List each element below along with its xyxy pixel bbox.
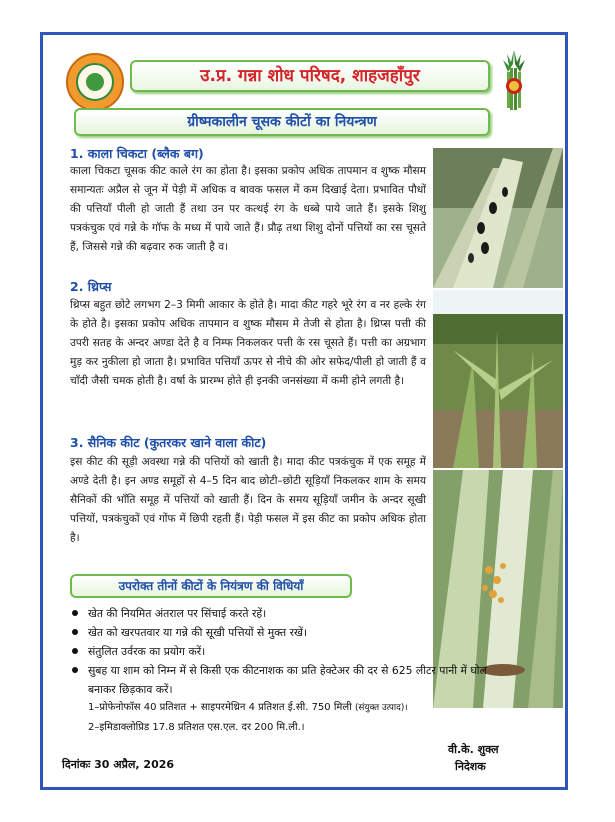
control-item-text: खेत की नियमित अंतराल पर सिंचाई करते रहें। (88, 607, 267, 620)
council-logo (66, 53, 124, 111)
page-title: उ.प्र. गन्ना शोध परिषद, शाहजहाँपुर (130, 60, 490, 92)
signatory-name: वी.के. शुक्ल (448, 743, 499, 756)
control-item-text: संतुलित उर्वरक का प्रयोग करें। (88, 645, 206, 658)
section-2-text: थ्रिप्स बहुत छोटे लगभग 2–3 मिमी आकार के होते है। मादा कीट गहरे भूरे रंग व नर हल्के रंग के होते है। इसका प्रकोप अधिक तापमान व शुष्क मौसम मे तेजी से होता है। थ्रिप्स पत्ती की उपरी सतह के अन्दर अण्डा देते है व निम्फ निकलकर पत्ती के रस चूसते हैं। पत्ती का अग्रभाग मुड़ कर नुकीला हो जाता है। प्रभावित पत्तियाँ ऊपर से नीचे की ओर सफेद/पीली हो जाती हैं व चाँदी जैसी चमक होती है। वर्षा के प्रारम्भ होते ही इनकी जनसंख्या में कमी होने लगती है। (70, 299, 427, 387)
section-2-heading: 2. थ्रिप्स (70, 279, 112, 294)
bullet-icon (72, 610, 78, 616)
signatory-title: निदेशक (455, 760, 486, 773)
bullet-icon (72, 648, 78, 654)
section-3-heading: 3. सैनिक कीट (कुतरकर खाने वाला कीट) (70, 435, 267, 450)
insecticide-option-1 (88, 700, 408, 716)
list-item (70, 642, 510, 661)
bullet-icon (72, 629, 78, 635)
logo-center (86, 73, 104, 91)
option-2-text: 2–इमिडाक्लोप्रिड 17.8 प्रतिशत एस.एल. दर 200 मि.ली.। (88, 722, 305, 733)
logo-ring (76, 63, 114, 101)
control-item-text: खेत को खरपतवार या गन्ने की सूखी पत्तियों से मुक्त रखें। (88, 626, 307, 639)
insecticide-option-2 (88, 720, 305, 736)
issue-date: दिनांकः 30 अप्रैल, 2026 (62, 758, 175, 771)
sugarcane-emblem-icon (497, 50, 531, 112)
section-1-heading: 1. काला चिकटा (ब्लैक बग) (70, 146, 204, 161)
thrips-field-photo (433, 290, 563, 468)
control-list (70, 604, 510, 699)
list-item (70, 623, 510, 642)
option-1-text: 1–प्रोफेनोफॉस 40 प्रतिशत + साइपरमेथ्रिन 4 प्रतिशत ई.सी. 750 मिली (88, 702, 352, 713)
list-item (70, 661, 510, 699)
bullet-icon (72, 667, 78, 673)
control-heading: उपरोक्त तीनों कीटों के नियंत्रण की विधियाँ (70, 574, 352, 598)
option-1-note: (संयुक्त उत्पाद)। (354, 703, 408, 713)
list-item (70, 604, 510, 623)
section-1-text: काला चिकटा चूसक कीट काले रंग का होता है। इसका प्रकोप अधिक तापमान व शुष्क मौसम समान्यतः अप्रैल से जून में पेड़ी में अधिक व बावक फसल में कम दिखाई देता। प्रभावित पौधों की पत्तियाँ पीली हो जाती हैं तथा उन पर कत्थई रंग के धब्बे पाये जाते हैं। इसके शिशु पत्रकंचुक एवं गन्ने के गॉफ के मध्य में पाये जाते हैं। प्रौढ़ तथा शिशु दोनों पत्तियों का रस चूसते हैं, जिससे गन्ने की बढ़वार रुक जाती है व। (70, 165, 426, 253)
control-item-text: सुबह या शाम को निम्न में से किसी एक कीटनाशक का प्रति हेक्टेअर की दर से 625 लीटर पानी में घोल बनाकर छिड़काव करें। (88, 664, 487, 696)
section-3-text: इस कीट की सूड़ी अवस्था गन्ने की पत्तियों को खाती है। मादा कीट पत्रकंचुक में एक समूह में अण्डे देती है। इन अण्ड समूहों से 4–5 दिन बाद छोटी–छोटी सूड़ियाँ निकलकर शाम के समय सैनिकों की भाँति समूह में पत्तियों को खाती हैं। दिन के समय सूड़ियाँ जमीन के अन्दर सूखी पत्तियों, पत्रकंचुकों एवं गोंफ में छिपी रहती हैं। पेड़ी फसल में इस कीट का प्रकोप अधिक होता है। (70, 456, 426, 544)
black-bug-photo (433, 148, 563, 288)
page-subtitle: ग्रीष्मकालीन चूसक कीटों का नियन्त्रण (74, 108, 490, 136)
